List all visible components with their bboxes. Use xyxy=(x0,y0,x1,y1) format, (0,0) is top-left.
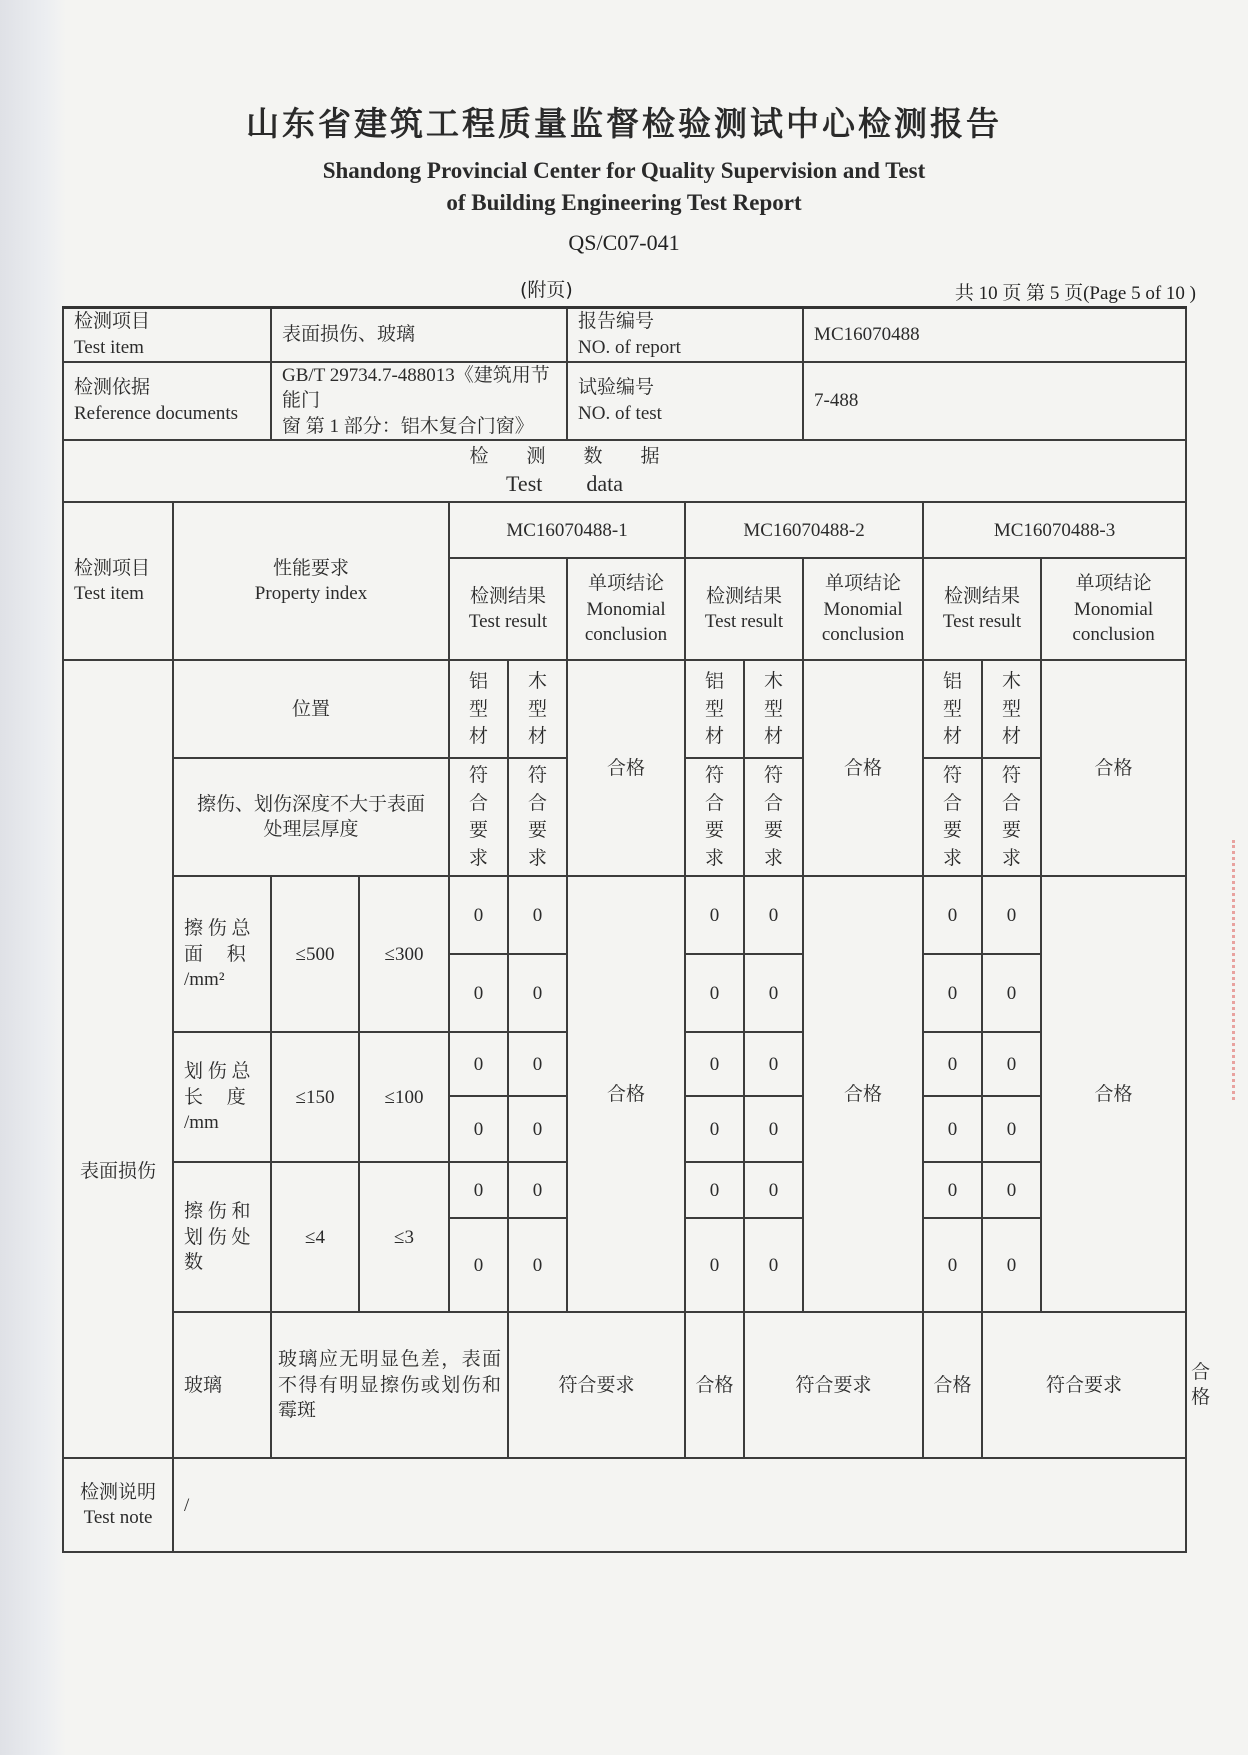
s3-depth-conclusion: 合格 xyxy=(1041,660,1186,876)
scratch-length-wood-limit: ≤100 xyxy=(359,1032,449,1162)
s1-conclusion-header: 单项结论 Monomial conclusion xyxy=(567,558,685,660)
form-code: QS/C07-041 xyxy=(568,230,680,255)
s2-surface-conclusion: 合格 xyxy=(803,876,923,1312)
scratch-area-alu-limit: ≤500 xyxy=(271,876,359,1032)
s2-conclusion-header: 单项结论 Monomial conclusion xyxy=(803,558,923,660)
s1-depth-conclusion: 合格 xyxy=(567,660,685,876)
s3-glass-result: 符合要求 xyxy=(982,1312,1186,1458)
scratch-area-label: 擦 伤 总 面 积 /mm² xyxy=(173,876,271,1032)
s3-result-header: 检测结果 Test result xyxy=(923,558,1041,660)
s1-glass-conclusion: 合格 xyxy=(685,1312,744,1458)
s2-area-alu-2: 0 xyxy=(685,954,744,1032)
seal-stamp-edge xyxy=(1232,840,1248,1100)
report-table: 检测项目 Test item 表面损伤、玻璃 报告编号 NO. of report MC16070488 检测依据 Reference documents GB/T 29734.7-488013《建筑用节能门 窗 第 1 部分：铝木复合门窗》 试验编号 NO. of test 7-488 检 测 数 据 Test data 检测项目 Test item 性能要求 Property index MC16070488-1 MC16070488-2 MC16070488-3 检测结果 Test result 单项结论 Monomial conclusion 检测结果 Test result 单项结论 Monomial conclusion 检测结果 Test result 单项结论 Monomial conclusion 表面损伤 位置 铝 型 材 木 型 材 合格 铝 型 材 木 型 材 合格 铝 型 材 木 型 材 合格 擦伤、划伤深度不大于表面处理层厚度 符 合 要 求 符 合 要 求 符 合 要 求 符 合 要 求 符 合 要 求 符 合 要 求 擦 伤 总 面 积 /mm² ≤500 ≤300 0 0 合格 0 0 合格 0 0 合格 0 0 0 0 0 0 划 伤 总 长 度 /mm ≤150 ≤100 0 0 0 0 0 0 0 0 0 0 0 0 擦 伤 和 划 伤 处 数 ≤4 ≤3 0 0 0 0 0 0 0 0 0 0 0 0 玻璃 玻璃应无明显色差，表面不得有明显擦伤或划伤和霉斑 符合要求 合格 符合要求 合格 符合要求 合格 检测说明 Test note / xyxy=(62,306,1187,1553)
sample-3-header: MC16070488-3 xyxy=(923,502,1186,558)
test-item-label: 检测项目 Test item xyxy=(63,308,271,362)
s1-area-wood-2: 0 xyxy=(508,954,567,1032)
s2-length-alu-1: 0 xyxy=(685,1032,744,1096)
reference-label: 检测依据 Reference documents xyxy=(63,362,271,441)
s2-wood-header: 木 型 材 xyxy=(744,660,803,758)
s1-length-alu-1: 0 xyxy=(449,1032,508,1096)
test-no-value: 7-488 xyxy=(803,362,1186,441)
scratch-depth-requirement: 擦伤、划伤深度不大于表面处理层厚度 xyxy=(173,758,449,876)
s2-count-wood-1: 0 xyxy=(744,1162,803,1218)
s2-glass-result: 符合要求 xyxy=(744,1312,923,1458)
s1-count-wood-1: 0 xyxy=(508,1162,567,1218)
report-title-cn: 山东省建筑工程质量监督检验测试中心检测报告 xyxy=(246,104,1002,143)
s1-wood-depth-result: 符 合 要 求 xyxy=(508,758,567,876)
glass-requirement: 玻璃应无明显色差，表面不得有明显擦伤或划伤和霉斑 xyxy=(271,1312,508,1458)
s3-area-alu-2: 0 xyxy=(923,954,982,1032)
s3-area-alu-1: 0 xyxy=(923,876,982,954)
report-no-value: MC16070488 xyxy=(803,308,1186,362)
s3-alu-header: 铝 型 材 xyxy=(923,660,982,758)
s2-length-wood-2: 0 xyxy=(744,1096,803,1162)
s1-count-wood-2: 0 xyxy=(508,1218,567,1312)
s3-length-wood-2: 0 xyxy=(982,1096,1041,1162)
s1-length-alu-2: 0 xyxy=(449,1096,508,1162)
sample-2-header: MC16070488-2 xyxy=(685,502,923,558)
scratch-count-label: 擦 伤 和 划 伤 处 数 xyxy=(173,1162,271,1312)
s1-area-wood-1: 0 xyxy=(508,876,567,954)
s2-length-wood-1: 0 xyxy=(744,1032,803,1096)
scratch-length-label: 划 伤 总 长 度 /mm xyxy=(173,1032,271,1162)
s3-length-alu-1: 0 xyxy=(923,1032,982,1096)
report-no-label: 报告编号 NO. of report xyxy=(567,308,803,362)
s3-wood-depth-result: 符 合 要 求 xyxy=(982,758,1041,876)
page-number: 共 10 页 第 5 页(Page 5 of 10 ) xyxy=(954,283,1196,304)
s1-length-wood-2: 0 xyxy=(508,1096,567,1162)
test-item-value: 表面损伤、玻璃 xyxy=(271,308,567,362)
s3-wood-header: 木 型 材 xyxy=(982,660,1041,758)
s1-glass-result: 符合要求 xyxy=(508,1312,685,1458)
s1-length-wood-1: 0 xyxy=(508,1032,567,1096)
s3-alu-depth-result: 符 合 要 求 xyxy=(923,758,982,876)
s2-area-wood-2: 0 xyxy=(744,954,803,1032)
s3-count-wood-1: 0 xyxy=(982,1162,1041,1218)
s2-count-alu-2: 0 xyxy=(685,1218,744,1312)
col-property-index: 性能要求 Property index xyxy=(173,502,449,660)
s3-area-wood-2: 0 xyxy=(982,954,1041,1032)
s2-length-alu-2: 0 xyxy=(685,1096,744,1162)
s1-wood-header: 木 型 材 xyxy=(508,660,567,758)
glass-label: 玻璃 xyxy=(173,1312,271,1458)
test-note-label: 检测说明 Test note xyxy=(63,1458,173,1552)
position-label: 位置 xyxy=(173,660,449,758)
s3-length-alu-2: 0 xyxy=(923,1096,982,1162)
s2-count-alu-1: 0 xyxy=(685,1162,744,1218)
appendix-label: (附页) xyxy=(520,279,573,301)
s1-area-alu-2: 0 xyxy=(449,954,508,1032)
col-test-item: 检测项目 Test item xyxy=(63,502,173,660)
s3-count-alu-1: 0 xyxy=(923,1162,982,1218)
s2-alu-depth-result: 符 合 要 求 xyxy=(685,758,744,876)
page-edge-shadow xyxy=(0,0,66,1755)
s2-alu-header: 铝 型 材 xyxy=(685,660,744,758)
s3-conclusion-header: 单项结论 Monomial conclusion xyxy=(1041,558,1186,660)
scratch-count-alu-limit: ≤4 xyxy=(271,1162,359,1312)
s1-surface-conclusion: 合格 xyxy=(567,876,685,1312)
s2-depth-conclusion: 合格 xyxy=(803,660,923,876)
scratch-area-wood-limit: ≤300 xyxy=(359,876,449,1032)
s3-count-alu-2: 0 xyxy=(923,1218,982,1312)
s2-wood-depth-result: 符 合 要 求 xyxy=(744,758,803,876)
s1-result-header: 检测结果 Test result xyxy=(449,558,567,660)
s3-length-wood-1: 0 xyxy=(982,1032,1041,1096)
s3-surface-conclusion: 合格 xyxy=(1041,876,1186,1312)
sample-1-header: MC16070488-1 xyxy=(449,502,685,558)
surface-damage-group: 表面损伤 xyxy=(63,660,173,1458)
test-no-label: 试验编号 NO. of test xyxy=(567,362,803,441)
s3-count-wood-2: 0 xyxy=(982,1218,1041,1312)
report-title-en-line1: Shandong Provincial Center for Quality Supervision and Test xyxy=(322,158,926,183)
s1-alu-depth-result: 符 合 要 求 xyxy=(449,758,508,876)
s2-count-wood-2: 0 xyxy=(744,1218,803,1312)
s1-area-alu-1: 0 xyxy=(449,876,508,954)
s2-glass-conclusion: 合格 xyxy=(923,1312,982,1458)
scratch-length-alu-limit: ≤150 xyxy=(271,1032,359,1162)
test-note-value: / xyxy=(173,1458,1186,1552)
scratch-count-wood-limit: ≤3 xyxy=(359,1162,449,1312)
s1-count-alu-2: 0 xyxy=(449,1218,508,1312)
test-data-heading: 检 测 数 据 Test data xyxy=(63,440,1186,502)
s1-count-alu-1: 0 xyxy=(449,1162,508,1218)
s2-area-alu-1: 0 xyxy=(685,876,744,954)
s2-area-wood-1: 0 xyxy=(744,876,803,954)
s3-area-wood-1: 0 xyxy=(982,876,1041,954)
s1-alu-header: 铝 型 材 xyxy=(449,660,508,758)
s2-result-header: 检测结果 Test result xyxy=(685,558,803,660)
reference-value: GB/T 29734.7-488013《建筑用节能门 窗 第 1 部分：铝木复合门窗》 xyxy=(271,362,567,441)
report-title-en-line2: of Building Engineering Test Report xyxy=(446,190,802,215)
